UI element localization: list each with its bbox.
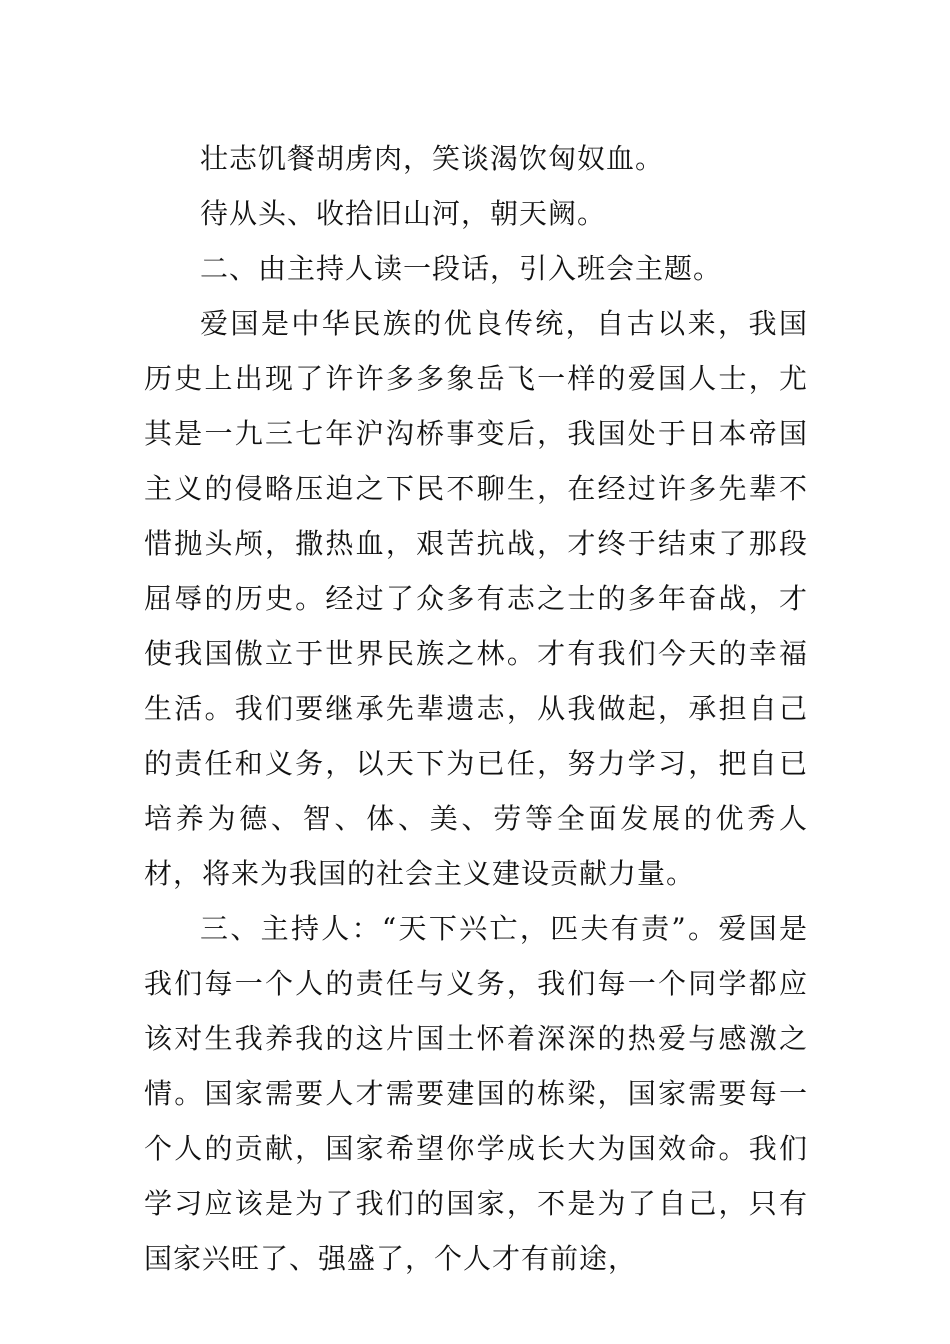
paragraph-section-3: 三、主持人：“天下兴亡，匹夫有责”。爱国是我们每一个人的责任与义务，我们每一个同学都应该对生我养我的这片国土怀着深深的热爱与感激之情。国家需要人才需要建国的栋梁，国家需要每一个人的贡献，国家希望你学成长大为国效命。我们学习应该是为了我们的国家，不是为了自己，只有国家兴旺了、强盛了，个人才有前途， [144, 912, 808, 1275]
poem-line-1: 壮志饥餐胡虏肉，笑谈渴饮匈奴血。 [200, 142, 665, 175]
poem-line-2: 待从头、收拾旧山河，朝天阙。 [200, 197, 607, 230]
paragraph-patriotism: 爱国是中华民族的优良传统，自古以来，我国历史上出现了许许多多象岳飞一样的爱国人士，尤其是一九三七年沪沟桥事变后，我国处于日本帝国主义的侵略压迫之下民不聊生，在经过许多先辈不惜抛头颅，撒热血，艰苦抗战，才终于结束了那段屈辱的历史。经过了众多有志之士的多年奋战，才使我国傲立于世界民族之林。才有我们今天的幸福生活。我们要继承先辈遗志，从我做起，承担自己的责任和义务，以天下为已任，努力学习，把自已培养为德、智、体、美、劳等全面发展的优秀人材，将来为我国的社会主义建设贡献力量。 [144, 307, 808, 890]
section-heading-2: 二、由主持人读一段话，引入班会主题。 [200, 252, 723, 285]
document-body [144, 131, 808, 1286]
